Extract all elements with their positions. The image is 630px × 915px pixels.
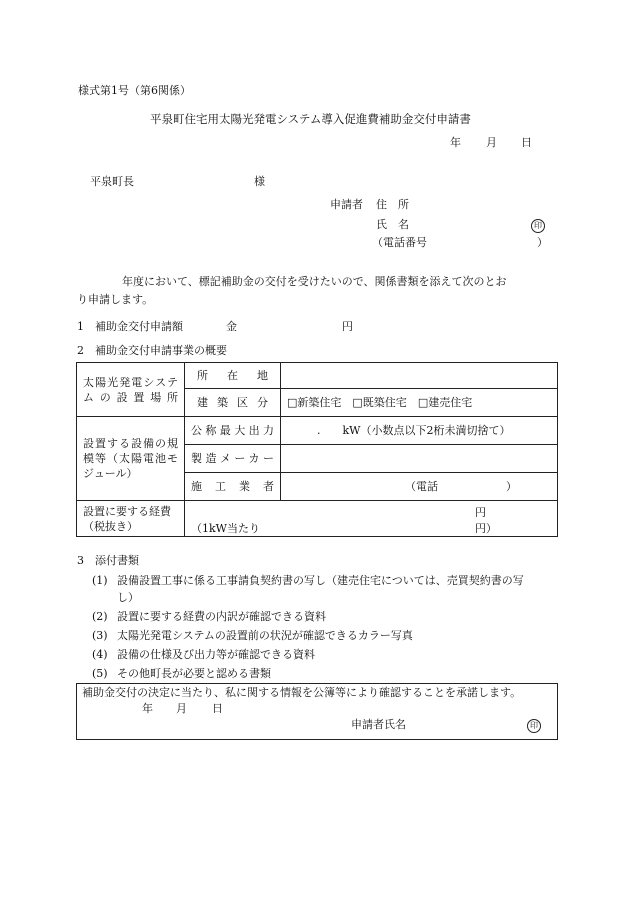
section2-heading: 2 補助金交付申請事業の概要 <box>77 344 227 357</box>
building-type-options <box>281 389 558 417</box>
address-value <box>281 363 558 389</box>
attachment-1-num: (1) <box>92 574 108 587</box>
applicant-name-label: 氏 名 <box>376 218 409 231</box>
attachment-5-num: (5) <box>92 667 108 680</box>
date-day: 日 <box>521 136 532 149</box>
location-label: 太陽光発電システ ムの設置場所 <box>77 363 185 417</box>
attachment-5-text: その他町長が必要と認める書類 <box>117 667 271 680</box>
seal-mark-icon: 印 <box>531 219 545 233</box>
section3-heading: 3 添付書類 <box>77 554 139 567</box>
intro-line-2: り申請します。 <box>77 293 154 306</box>
date-year: 年 <box>450 136 461 149</box>
cost-label: 設置に要する経費 （税抜き） <box>77 501 185 537</box>
applicant-phone-close: ） <box>537 236 548 249</box>
consent-seal-mark-icon: 印 <box>527 719 541 733</box>
attachment-4-num: (4) <box>92 648 108 661</box>
consent-year: 年 <box>142 702 153 715</box>
consent-box <box>76 683 558 740</box>
per-kw-yen: 円） <box>475 522 497 535</box>
addressee-mayor: 平泉町長 <box>90 175 134 188</box>
applicant-phone-open: （電話番号 <box>372 236 427 249</box>
section1-heading: 1 補助金交付申請額 <box>77 320 183 333</box>
applicant-label: 申請者 <box>330 198 363 211</box>
attachment-4-text: 設備の仕様及び出力等が確認できる資料 <box>117 648 315 661</box>
form-title: 平泉町住宅用太陽光発電システム導入促進費補助金交付申請書 <box>150 112 471 126</box>
building-type-label: 建築区分 <box>185 389 281 417</box>
equipment-label: 設置する設備の規 模等（太陽電池モ ジュール） <box>77 417 185 501</box>
attachment-2-text: 設置に要する経費の内訳が確認できる資料 <box>117 610 326 623</box>
cost-value <box>185 501 558 537</box>
maker-value <box>281 445 558 473</box>
option-new-house: □新築住宅 <box>287 396 342 409</box>
date-month: 月 <box>486 136 497 149</box>
address-label: 所在地 <box>185 363 281 389</box>
attachment-2-num: (2) <box>92 610 108 623</box>
attachment-3-text: 太陽光発電システムの設置前の状況が確認できるカラー写真 <box>117 629 413 642</box>
installer-label: 施工業者 <box>185 473 281 501</box>
cost-yen: 円 <box>475 506 486 519</box>
section1-yen: 円 <box>342 320 353 333</box>
option-existing-house: □既築住宅 <box>352 396 407 409</box>
per-kw-open: （1kW当たり <box>191 522 260 535</box>
section1-gold: 金 <box>226 320 237 333</box>
addressee-honorific: 様 <box>254 175 265 188</box>
intro-line-1: 年度において、標記補助金の交付を受けたいので、関係書類を添えて次のとお <box>122 275 507 288</box>
attachment-1-cont: し） <box>117 591 139 604</box>
consent-applicant-name-label: 申請者氏名 <box>351 718 406 731</box>
installer-phone-close: ） <box>506 480 517 493</box>
max-output-value: . kW（小数点以下2桁未満切捨て） <box>281 417 558 445</box>
consent-text: 補助金交付の決定に当たり、私に関する情報を公簿等により確認することを承諾します。 <box>82 686 522 699</box>
maker-label: 製造メーカー <box>185 445 281 473</box>
consent-month: 月 <box>176 702 187 715</box>
applicant-address-label: 住 所 <box>376 198 409 211</box>
max-output-label: 公称最大出力 <box>185 417 281 445</box>
option-ready-built-house: □建売住宅 <box>417 396 473 409</box>
project-overview-table <box>76 362 558 537</box>
consent-day: 日 <box>212 702 223 715</box>
attachment-1-text: 設備設置工事に係る工事請負契約書の写し（建売住宅については、売買契約書の写 <box>117 574 524 587</box>
installer-phone-open: （電話 <box>405 480 438 493</box>
installer-value <box>281 473 558 501</box>
attachment-3-num: (3) <box>92 629 108 642</box>
form-number: 様式第1号（第6関係） <box>78 84 191 97</box>
